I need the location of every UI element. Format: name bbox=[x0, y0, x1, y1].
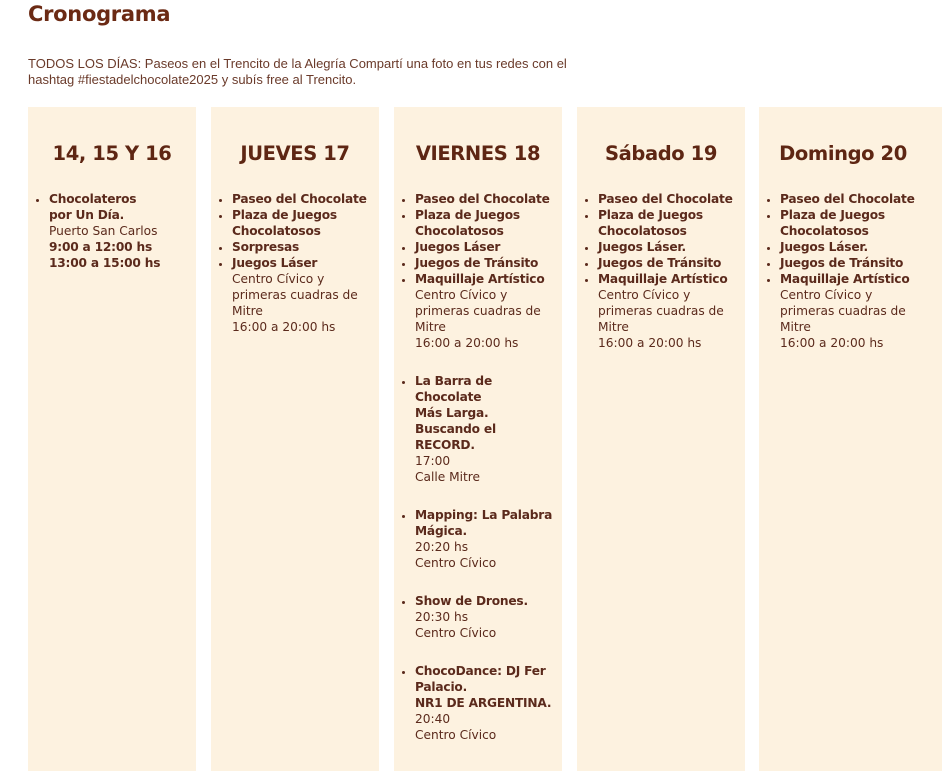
event-item bbox=[598, 271, 741, 351]
day-heading: Domingo 20 bbox=[779, 142, 907, 165]
event-title: • Plaza de Juegos bbox=[780, 208, 885, 222]
intro-text: TODOS LOS DÍAS: Paseos en el Trencito de la Alegría Compartí una foto en tus redes con el hashtag #fiestadelchocolate2025 y subís free al Trencito. bbox=[28, 56, 567, 87]
schedule-columns bbox=[28, 107, 942, 771]
event-title: • Paseo del Chocolate bbox=[780, 192, 915, 206]
event-title: • Paseo del Chocolate bbox=[415, 192, 550, 206]
event-title: • Plaza de Juegos bbox=[415, 208, 520, 222]
event-detail: Centro Cívico y bbox=[232, 272, 325, 286]
event-detail: Mitre bbox=[232, 304, 263, 318]
page-title: Cronograma bbox=[28, 2, 171, 26]
event-list bbox=[34, 191, 192, 271]
event-title: • Chocolateros bbox=[49, 192, 137, 206]
event-title: • Sorpresas bbox=[232, 240, 300, 254]
event-title: • Maquillaje Artístico bbox=[415, 272, 545, 286]
event-time: 20:20 hs bbox=[415, 540, 469, 554]
event-detail: Mitre bbox=[780, 320, 811, 334]
event-title: • Paseo del Chocolate bbox=[598, 192, 733, 206]
event-time: 9:00 a 12:00 hs bbox=[49, 240, 152, 254]
event-item bbox=[598, 255, 741, 271]
event-title: NR1 DE ARGENTINA. bbox=[415, 696, 552, 710]
event-list bbox=[765, 191, 938, 351]
day-heading: Sábado 19 bbox=[604, 142, 717, 165]
event-title: Chocolatosos bbox=[598, 224, 687, 238]
event-location: Centro Cívico bbox=[415, 626, 497, 640]
event-item bbox=[49, 191, 192, 271]
event-title: Chocolatosos bbox=[415, 224, 504, 238]
day-column-viernes-18 bbox=[394, 107, 562, 771]
event-list bbox=[583, 191, 741, 351]
event-location: Calle Mitre bbox=[415, 470, 481, 484]
event-title: • Paseo del Chocolate bbox=[232, 192, 367, 206]
event-time: 20:30 hs bbox=[415, 610, 469, 624]
event-title: Más Larga. bbox=[415, 406, 489, 420]
event-title: • Mapping: La Palabra bbox=[415, 508, 553, 522]
event-time: 16:00 a 20:00 hs bbox=[598, 336, 702, 350]
event-item bbox=[415, 373, 558, 485]
event-detail: Mitre bbox=[415, 320, 446, 334]
event-item bbox=[415, 239, 558, 255]
event-item bbox=[232, 255, 375, 335]
event-title: • Maquillaje Artístico bbox=[780, 272, 910, 286]
day-heading: 14, 15 Y 16 bbox=[52, 142, 172, 165]
event-time: 20:40 bbox=[415, 712, 451, 726]
event-item bbox=[415, 207, 558, 239]
event-title: Chocolatosos bbox=[780, 224, 869, 238]
event-detail: primeras cuadras de bbox=[415, 304, 541, 318]
day-heading: VIERNES 18 bbox=[415, 142, 541, 165]
event-time: 17:00 bbox=[415, 454, 451, 468]
event-list bbox=[217, 191, 375, 335]
event-item bbox=[780, 191, 938, 207]
event-time: 13:00 a 15:00 hs bbox=[49, 256, 161, 270]
event-title: • Juegos de Tránsito bbox=[780, 256, 904, 270]
event-time: 16:00 a 20:00 hs bbox=[415, 336, 519, 350]
event-item bbox=[598, 239, 741, 255]
day-column-sabado-19 bbox=[577, 107, 745, 771]
event-title: • ChocoDance: DJ Fer bbox=[415, 664, 546, 678]
event-detail: primeras cuadras de bbox=[598, 304, 724, 318]
event-title: • Juegos Láser bbox=[415, 240, 501, 254]
event-title: • Juegos de Tránsito bbox=[598, 256, 722, 270]
event-list bbox=[400, 191, 558, 743]
event-item bbox=[232, 239, 375, 255]
event-item bbox=[415, 663, 558, 743]
event-title: por Un Día. bbox=[49, 208, 125, 222]
event-title: • Plaza de Juegos bbox=[598, 208, 703, 222]
day-column-jueves-17 bbox=[211, 107, 379, 771]
event-item bbox=[232, 207, 375, 239]
event-location: Centro Cívico bbox=[415, 556, 497, 570]
event-detail: primeras cuadras de bbox=[780, 304, 906, 318]
event-title: Buscando el RECORD. bbox=[415, 422, 496, 452]
event-item bbox=[780, 271, 938, 351]
day-heading: JUEVES 17 bbox=[240, 142, 350, 165]
event-title: Palacio. bbox=[415, 680, 468, 694]
event-item bbox=[415, 255, 558, 271]
event-time: 16:00 a 20:00 hs bbox=[232, 320, 336, 334]
event-item bbox=[780, 239, 938, 255]
event-title: • Juegos Láser bbox=[232, 256, 318, 270]
event-item bbox=[415, 191, 558, 207]
event-title: Mágica. bbox=[415, 524, 467, 538]
event-title: • La Barra de Chocolate bbox=[415, 374, 493, 404]
event-detail: Centro Cívico y bbox=[780, 288, 873, 302]
event-title: • Plaza de Juegos bbox=[232, 208, 337, 222]
event-location: Centro Cívico bbox=[415, 728, 497, 742]
event-item bbox=[780, 207, 938, 239]
event-title: • Juegos Láser. bbox=[780, 240, 868, 254]
event-detail: primeras cuadras de bbox=[232, 288, 358, 302]
event-item bbox=[598, 191, 741, 207]
event-item bbox=[780, 255, 938, 271]
event-item bbox=[415, 507, 558, 571]
event-time: 16:00 a 20:00 hs bbox=[780, 336, 884, 350]
event-title: • Juegos de Tránsito bbox=[415, 256, 539, 270]
event-title: Chocolatosos bbox=[232, 224, 321, 238]
event-location: Puerto San Carlos bbox=[49, 224, 158, 238]
event-detail: Centro Cívico y bbox=[598, 288, 691, 302]
day-column-domingo-20 bbox=[759, 107, 942, 771]
event-title: • Maquillaje Artístico bbox=[598, 272, 728, 286]
event-detail: Centro Cívico y bbox=[415, 288, 508, 302]
event-detail: Mitre bbox=[598, 320, 629, 334]
event-title: • Show de Drones. bbox=[415, 594, 528, 608]
day-column-14-15-16 bbox=[28, 107, 196, 771]
event-title: • Juegos Láser. bbox=[598, 240, 686, 254]
event-item bbox=[232, 191, 375, 207]
event-item bbox=[415, 271, 558, 351]
event-item bbox=[598, 207, 741, 239]
event-item bbox=[415, 593, 558, 641]
